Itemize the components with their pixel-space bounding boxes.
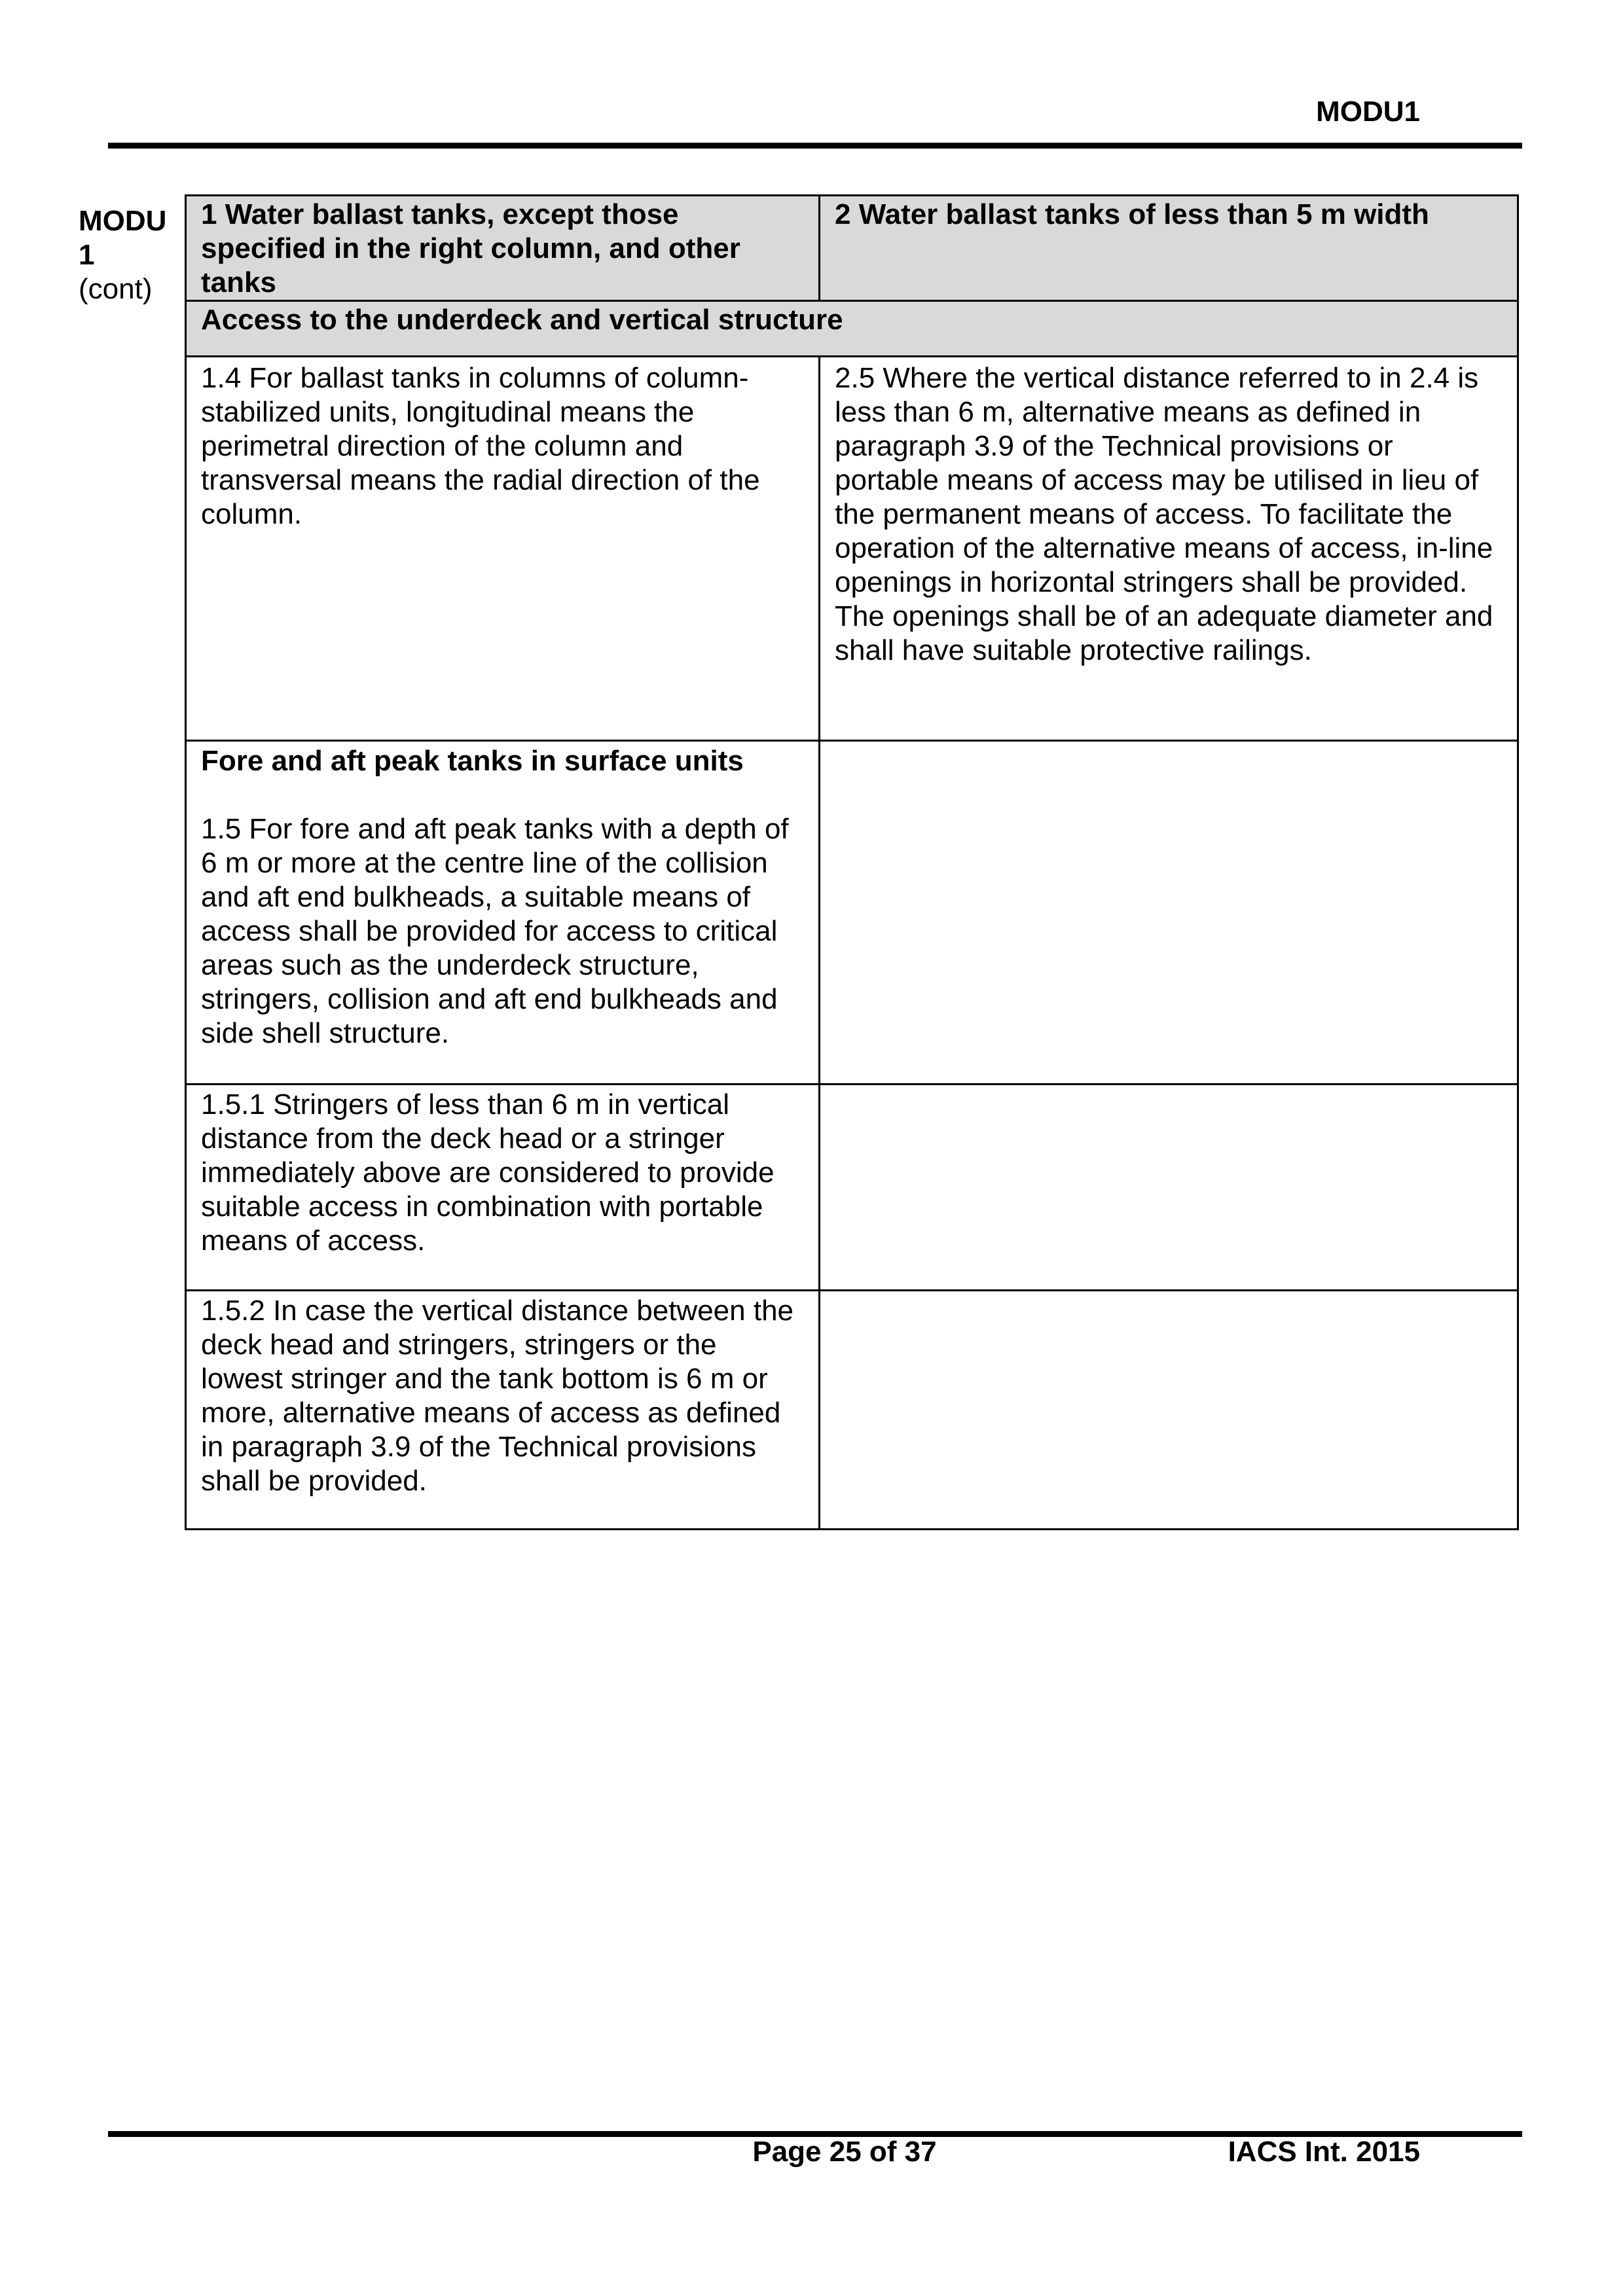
page-number: Page 25 of 37 xyxy=(752,2136,937,2168)
column-header-1: 1 Water ballast tanks, except those specified in the right column, and other tanks xyxy=(186,196,820,301)
requirements-table xyxy=(185,194,1519,1530)
margin-label-line1: MODU xyxy=(79,205,167,237)
margin-label xyxy=(79,204,177,306)
document-code: MODU1 xyxy=(1316,96,1420,128)
subsection-heading: Fore and aft peak tanks in surface units xyxy=(201,745,744,777)
clause-1-4: 1.4 For ballast tanks in columns of column-stabilized units, longitudinal means the perimetral direction of the column and transversal means the radial direction of the column. xyxy=(201,362,760,530)
table-cell-left xyxy=(186,1291,820,1530)
table-cell-left xyxy=(186,741,820,1085)
margin-label-line2: 1 xyxy=(79,239,95,271)
column-header-2: 2 Water ballast tanks of less than 5 m width xyxy=(820,196,1518,301)
clause-1-5-1: 1.5.1 Stringers of less than 6 m in vertical distance from the deck head or a stringer immediately above are considered to provide suitable access in combination with portable means of access. xyxy=(201,1088,775,1257)
clause-2-5: 2.5 Where the vertical distance referred to in 2.4 is less than 6 m, alternative means as defined in paragraph 3.9 of the Technical provisions or portable means of access may be utilised in lieu of the permanent means of access. To facilitate the operation of the alternative means of access, in-line openings in horizontal stringers shall be provided. The openings shall be of an adequate diameter and shall have suitable protective railings. xyxy=(835,362,1493,666)
table-cell-left xyxy=(186,357,820,741)
clause-1-5-2: 1.5.2 In case the vertical distance between the deck head and stringers, stringers or the lowest stringer and the tank bottom is 6 m or more, alternative means of access as defined in paragraph 3.9 of the Technical provisions shall be provided. xyxy=(201,1295,794,1497)
table-row xyxy=(186,357,1518,741)
margin-label-line3: (cont) xyxy=(79,273,153,305)
section-heading: Access to the underdeck and vertical structure xyxy=(186,301,1518,357)
table-cell-right-empty xyxy=(820,1291,1518,1530)
table-row xyxy=(186,741,1518,1085)
table-header-row xyxy=(186,196,1518,301)
section-row xyxy=(186,301,1518,357)
table-cell-left xyxy=(186,1085,820,1291)
header-rule xyxy=(108,143,1522,149)
table-cell-right-empty xyxy=(820,741,1518,1085)
table-row xyxy=(186,1085,1518,1291)
table-cell-right xyxy=(820,357,1518,741)
table-cell-right-empty xyxy=(820,1085,1518,1291)
footer-organization: IACS Int. 2015 xyxy=(1228,2136,1420,2168)
clause-1-5: 1.5 For fore and aft peak tanks with a depth of 6 m or more at the centre line of the collision and aft end bulkheads, a suitable means of access shall be provided for access to critical areas such as the underdeck structure, stringers, collision and aft end bulkheads and side shell structure. xyxy=(201,813,789,1049)
table-row xyxy=(186,1291,1518,1530)
